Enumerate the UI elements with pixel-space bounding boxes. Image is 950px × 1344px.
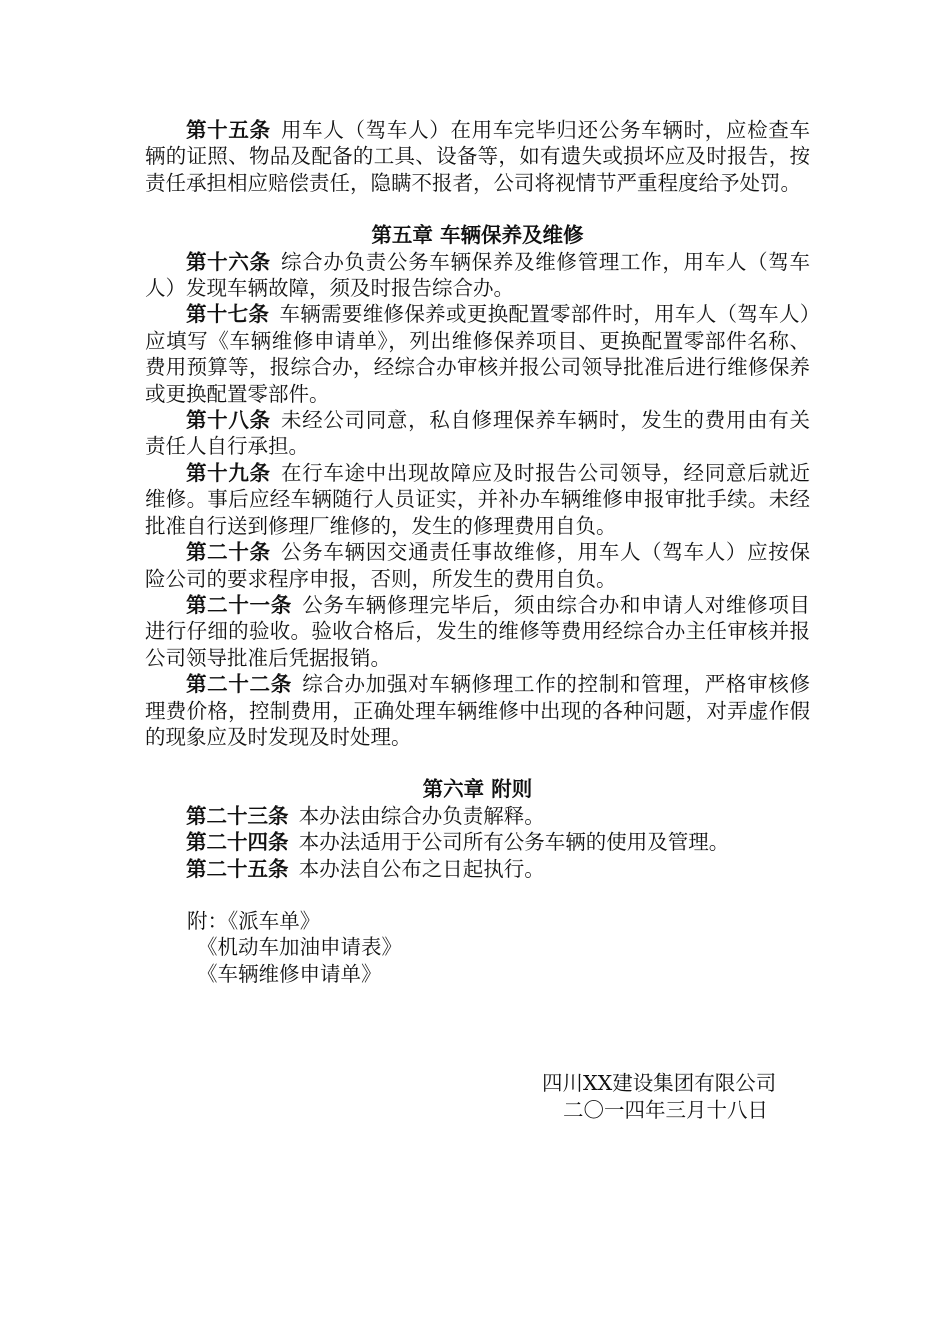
article-16 (145, 249, 810, 302)
document-body (145, 117, 810, 987)
attachments (145, 908, 810, 987)
chapter-5-heading: 第五章 车辆保养及维修 (371, 223, 584, 248)
article-label: 第十五条 (186, 118, 271, 142)
article-text: 本办法自公布之日起执行。 (298, 856, 545, 881)
signoff-date: 二〇一四年三月十八日 (563, 1098, 768, 1122)
article-text: 本办法由综合办负责解释。 (298, 803, 545, 828)
article-label: 第二十一条 (186, 592, 292, 617)
attachment-item: 《派车单》 (228, 908, 321, 933)
article-23 (145, 803, 810, 829)
article-22 (145, 671, 810, 750)
article-20 (145, 539, 810, 592)
article-21 (145, 592, 810, 671)
attachment-item: 《机动车加油申请表》 (197, 935, 402, 960)
attachment-item: 《车辆维修申请单》 (197, 961, 382, 986)
article-text: 在行车途中出现故障应及时报告公司领导，经同意后就近维修。事后应经车辆随行人员证实，并补办车辆维修申报审批手续。未经批准自行送到修理厂维修的，发生的修理费用自负。 (145, 460, 810, 538)
article-text: 未经公司同意，私自修理保养车辆时，发生的费用由有关责任人自行承担。 (145, 408, 810, 459)
article-label: 第十七条 (186, 302, 270, 327)
attachment-first (145, 908, 810, 934)
article-label: 第二十二条 (186, 672, 292, 697)
article-label: 第二十三条 (186, 803, 289, 828)
article-label: 第十八条 (186, 408, 271, 433)
article-24 (145, 829, 810, 855)
article-text: 本办法适用于公司所有公务车辆的使用及管理。 (298, 830, 730, 855)
company-name: 四川XX建设集团有限公司 (542, 1071, 777, 1095)
article-label: 第二十条 (186, 540, 271, 565)
article-18 (145, 407, 810, 460)
article-label: 第十六条 (186, 249, 271, 274)
article-19 (145, 460, 810, 539)
article-text: 综合办负责公务车辆保养及维修管理工作，用车人（驾车人）发现车辆故障，须及时报告综合办。 (145, 249, 810, 301)
article-label: 第十九条 (186, 460, 271, 485)
article-17 (145, 301, 810, 407)
article-label: 第二十五条 (186, 856, 289, 881)
article-label: 第二十四条 (186, 830, 289, 855)
article-15 (145, 117, 810, 196)
chapter-6-heading: 第六章 附则 (422, 777, 533, 802)
article-text: 综合办加强对车辆修理工作的控制和管理，严格审核修理费价格，控制费用，正确处理车辆维修中出现的各种问题，对弄虚作假的现象应及时发现及时处理。 (145, 672, 810, 749)
article-text: 公务车辆因交通责任事故维修，用车人（驾车人）应按保险公司的要求程序申报，否则，所发生的费用自负。 (145, 540, 810, 591)
article-text: 车辆需要维修保养或更换配置零部件时，用车人（驾车人）应填写《车辆维修申请单》，列出维修保养项目、更换配置零部件名称、费用预算等，报综合办，经综合办审核并报公司领导批准后进行维修保养或更换配置零部件。 (145, 302, 811, 406)
article-text: 用车人（驾车人）在用车完毕归还公务车辆时，应检查车辆的证照、物品及配备的工具、设备等，如有遗失或损坏应及时报告，按责任承担相应赔偿责任，隐瞒不报者，公司将视情节严重程度给予处罚。 (145, 118, 810, 195)
article-25 (145, 856, 810, 882)
article-text: 公务车辆修理完毕后，须由综合办和申请人对维修项目进行仔细的验收。验收合格后，发生的维修等费用经综合办主任审核并报公司领导批准后凭据报销。 (145, 592, 810, 670)
attachment-prefix: 附： (187, 908, 228, 933)
